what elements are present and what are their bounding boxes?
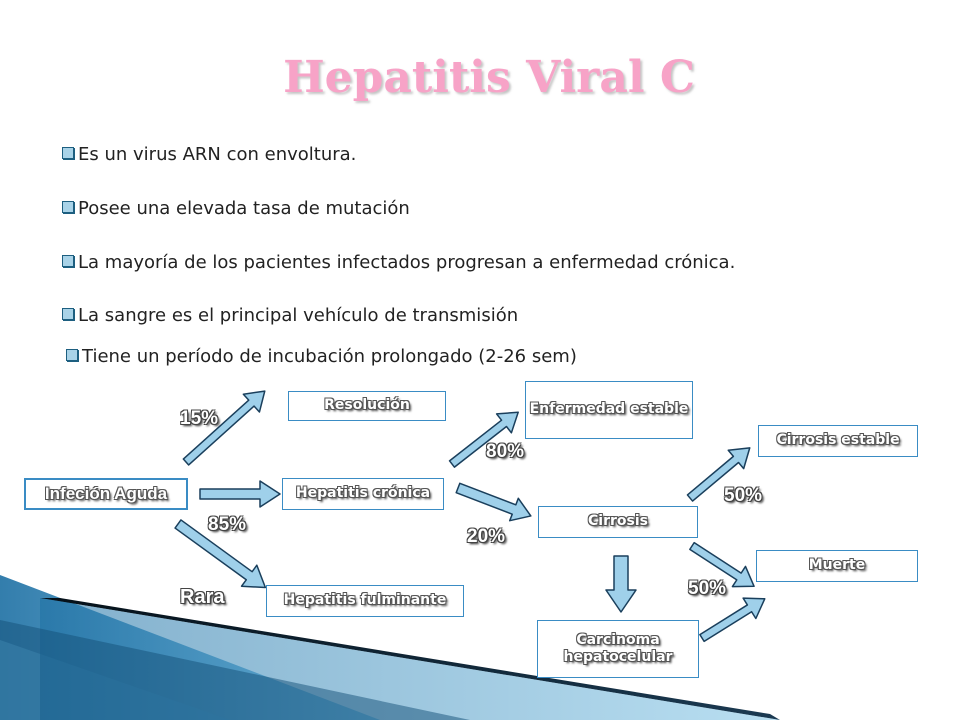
node-enfermedad-estable: Enfermedad estable <box>525 381 693 439</box>
label-20-percent: 20% <box>467 526 506 547</box>
label-50-percent-muerte: 50% <box>688 578 727 599</box>
label-85-percent: 85% <box>208 514 247 535</box>
label-15-percent: 15% <box>180 408 219 429</box>
node-resolucion: Resolución <box>288 391 446 421</box>
node-cirrosis: Cirrosis <box>538 506 698 538</box>
label-80-percent: 80% <box>486 441 525 462</box>
node-hepatitis-cronica: Hepatitis crónica <box>282 478 444 510</box>
node-hepatitis-fulminante: Hepatitis fulminante <box>266 585 464 617</box>
page-title: Hepatitis Viral C <box>283 52 695 103</box>
bullet-text: Es un virus ARN con envoltura. <box>78 144 357 165</box>
bullet-text: La mayoría de los pacientes infectados progresan a enfermedad crónica. <box>78 252 736 273</box>
node-infeccion-aguda: Infeción Aguda <box>24 478 188 510</box>
arrow-to-cronica <box>200 481 280 507</box>
arrow-to-cirrosis <box>454 477 535 527</box>
bullet-text: La sangre es el principal vehículo de transmisión <box>78 305 519 326</box>
node-carcinoma-hepatocelular: Carcinoma hepatocelular <box>537 620 699 678</box>
node-muerte: Muerte <box>756 550 918 582</box>
arrow-cirrosis-to-carcinoma <box>606 556 636 612</box>
bullet-text: Tiene un período de incubación prolongado (2-26 sem) <box>82 346 577 367</box>
bullet-text: Posee una elevada tasa de mutación <box>78 198 410 219</box>
label-50-percent-cirrosis-estable: 50% <box>724 485 763 506</box>
label-rara: Rara <box>180 586 225 608</box>
node-cirrosis-estable: Cirrosis estable <box>758 425 918 457</box>
